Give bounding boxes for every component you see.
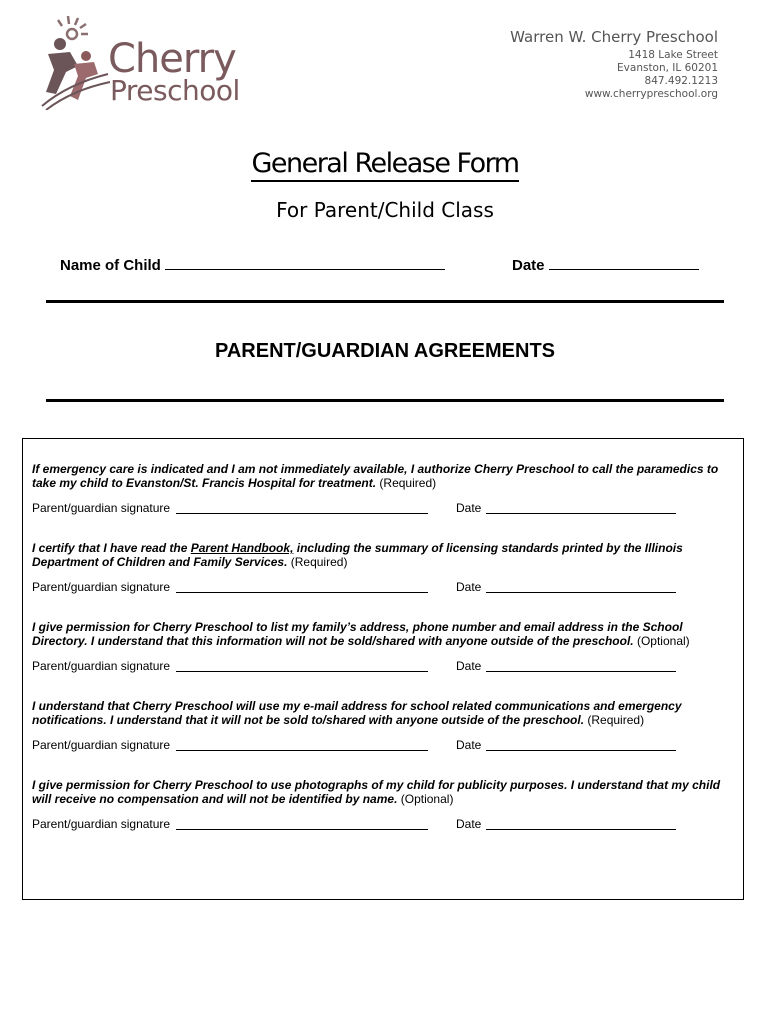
signature-label: Parent/guardian signature — [32, 659, 171, 673]
form-date-label: Date — [512, 257, 545, 274]
clause-text: If emergency care is indicated and I am not immediately available, I authorize Cherry Preschool to call the paramedics to take my child to Evanston/St. Francis Hospital for treatment. — [32, 462, 719, 490]
agreements-box — [22, 438, 744, 900]
signature-label: Parent/guardian signature — [32, 738, 171, 752]
divider-top — [46, 300, 724, 303]
website: www.cherrypreschool.org — [584, 88, 718, 100]
signature-line[interactable] — [176, 513, 428, 514]
clause-photographs — [32, 778, 736, 806]
date-line[interactable] — [486, 671, 676, 672]
phone-number: 847.492.1213 — [644, 75, 718, 87]
child-name-label: Name of Child — [60, 257, 161, 274]
signature-row — [32, 817, 736, 833]
form-title-text: General Release Form — [251, 148, 518, 182]
form-title — [0, 148, 770, 179]
date-label: Date — [456, 659, 482, 673]
logo-word-cherry: Cherry — [108, 36, 236, 82]
clause-school-directory — [32, 620, 736, 648]
child-name-line[interactable] — [165, 255, 445, 270]
clause-text: including the summary of licensing standards printed by the Illinois Department of Children and Family Services. — [32, 541, 683, 569]
clause-requirement: (Optional) — [400, 792, 454, 806]
divider-bottom — [46, 399, 724, 402]
signature-label: Parent/guardian signature — [32, 580, 171, 594]
date-label: Date — [456, 738, 482, 752]
date-line[interactable] — [486, 750, 676, 751]
signature-label: Parent/guardian signature — [32, 501, 171, 515]
street-address: 1418 Lake Street — [628, 49, 718, 61]
signature-line[interactable] — [176, 750, 428, 751]
signature-row — [32, 501, 736, 517]
date-line[interactable] — [486, 513, 676, 514]
date-line[interactable] — [486, 592, 676, 593]
signature-row — [32, 580, 736, 596]
clause-text: I give permission for Cherry Preschool to list my family’s address, phone number and email address in the School Directory. I understand that this information will not be sold/shared with anyone outside of the preschool. — [32, 620, 683, 648]
signature-row — [32, 659, 736, 675]
city-state-zip: Evanston, IL 60201 — [617, 62, 718, 74]
signature-row — [32, 738, 736, 754]
signature-label: Parent/guardian signature — [32, 817, 171, 831]
org-name: Warren W. Cherry Preschool — [510, 28, 718, 46]
date-label: Date — [456, 501, 482, 515]
signature-line[interactable] — [176, 829, 428, 830]
form-subtitle: For Parent/Child Class — [276, 198, 494, 222]
parent-handbook-link[interactable]: Parent Handbook, — [190, 541, 294, 555]
clause-requirement: (Optional) — [636, 634, 690, 648]
clause-emergency-care — [32, 462, 736, 490]
clause-text: I understand that Cherry Preschool will use my e-mail address for school related communications and emergency notifications. I understand that it will not be sold to/shared with anyone outside of the preschool. — [32, 699, 682, 727]
clause-requirement: (Required) — [290, 555, 348, 569]
form-date-field[interactable] — [512, 255, 699, 274]
date-label: Date — [456, 817, 482, 831]
signature-line[interactable] — [176, 671, 428, 672]
logo-word-preschool: Preschool — [110, 74, 240, 107]
clause-parent-handbook — [32, 541, 736, 569]
date-label: Date — [456, 580, 482, 594]
date-line[interactable] — [486, 829, 676, 830]
child-name-field[interactable] — [60, 255, 445, 274]
address-block — [510, 28, 718, 101]
section-heading: PARENT/GUARDIAN AGREEMENTS — [214, 340, 555, 362]
clause-requirement: (Required) — [587, 713, 645, 727]
clause-text-pre: I certify that I have read the — [32, 541, 191, 555]
clause-email-use — [32, 699, 736, 727]
clause-text: I give permission for Cherry Preschool to use photographs of my child for publicity purposes. I understand that my child will receive no compensation and will not be identified by name. — [32, 778, 721, 806]
preschool-logo — [38, 14, 238, 110]
clause-requirement: (Required) — [379, 476, 437, 490]
logo-figure-icon — [38, 14, 118, 110]
signature-line[interactable] — [176, 592, 428, 593]
form-date-line[interactable] — [549, 255, 699, 270]
